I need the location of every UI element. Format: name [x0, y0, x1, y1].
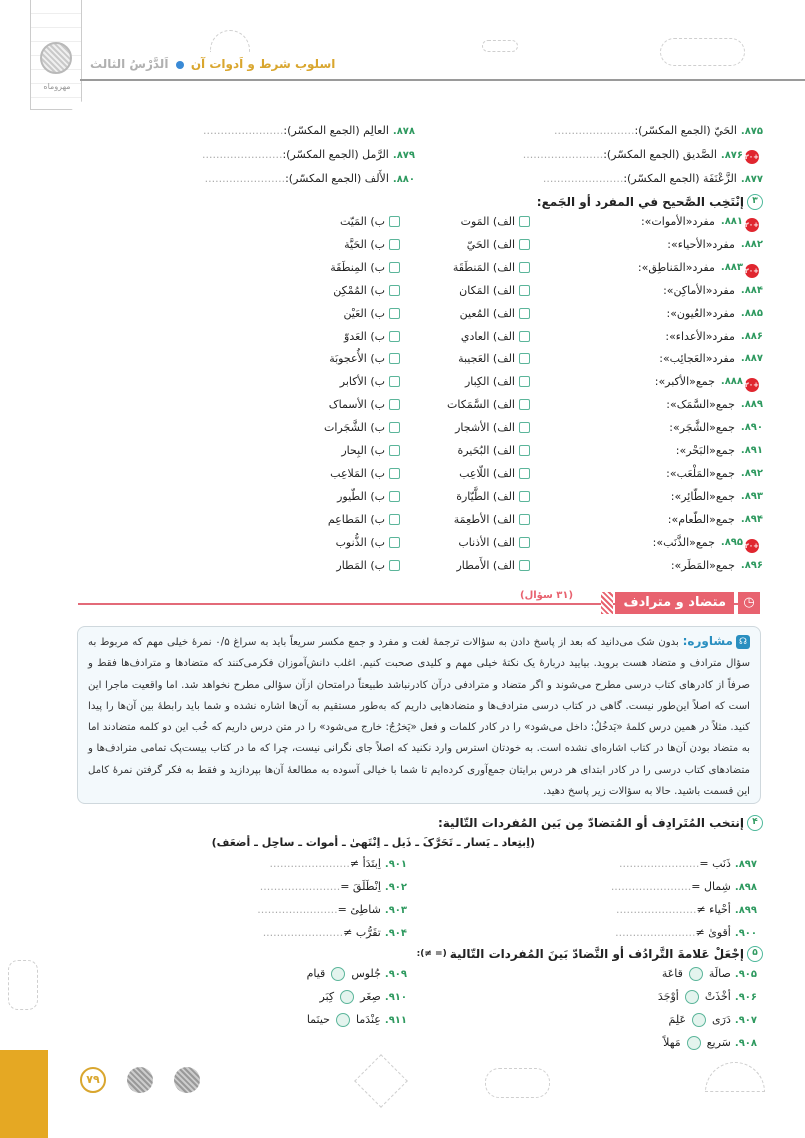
choice-question: ۸۸۷. مفرد«العَجائِب»:	[659, 352, 763, 366]
answer-blank[interactable]: .......................	[204, 172, 286, 185]
option-b[interactable]: ب) المَيّت	[340, 215, 400, 228]
question-900: ۹۰۰.أقویٰ ≠.......................	[615, 926, 757, 939]
checkbox[interactable]	[519, 468, 530, 479]
choice-row	[0, 307, 805, 329]
question-901: ۹۰۱.اِبتَدَأ ≠.......................	[269, 857, 407, 870]
option-a[interactable]: الف) الكِبار	[465, 375, 530, 388]
choice-row	[0, 398, 805, 420]
checkbox[interactable]	[389, 262, 400, 273]
question-905: ۹۰۵.صالَةقاعَة	[661, 967, 757, 980]
checkbox[interactable]	[519, 422, 530, 433]
option-a[interactable]: الف) العَجيبة	[458, 352, 530, 365]
choice-row	[0, 261, 805, 283]
question-897: ۸۹۷.ذَنَب =.......................	[618, 857, 757, 870]
answer-blank[interactable]: .......................	[610, 880, 692, 893]
score-badge: +۲۰	[745, 378, 759, 392]
option-b[interactable]: ب) الذُّنوب	[336, 536, 400, 549]
option-b[interactable]: ب) الحَيَّة	[344, 238, 400, 251]
option-a[interactable]: الف) اللّاعِب	[459, 467, 530, 480]
option-a[interactable]: الف) البُحَيرة	[457, 444, 530, 457]
option-b[interactable]: ب) الشَّجَرات	[324, 421, 400, 434]
checkbox[interactable]	[389, 399, 400, 410]
checkbox[interactable]	[519, 353, 530, 364]
question-907: ۹۰۷.دَرَیعَلِمَ	[668, 1013, 757, 1026]
checkbox[interactable]	[519, 331, 530, 342]
checkbox[interactable]	[389, 537, 400, 548]
checkbox[interactable]	[389, 422, 400, 433]
option-a[interactable]: الف) المَنطَقَة	[453, 261, 530, 274]
choice-question: ۸۹۳. جمع«الطّائِر»:	[670, 489, 763, 503]
section-5-heading: ۵ إجْعَلْ عَلامةَ التَّرادُف أو التَّضادّ بَینَ المُفردات التّالية (= ≠):	[417, 946, 763, 962]
checkbox[interactable]	[389, 560, 400, 571]
option-a[interactable]: الف) الأشجار	[455, 421, 530, 434]
calligraphy-doodle-icon	[485, 1068, 550, 1098]
question-899: ۸۹۹.أحْیاء ≠.......................	[616, 903, 757, 916]
glasses-doodle-icon	[660, 38, 745, 66]
choice-row	[0, 490, 805, 512]
answer-blank[interactable]: .......................	[554, 124, 635, 137]
checkbox[interactable]	[389, 239, 400, 250]
choice-row	[0, 375, 805, 397]
headset-icon: ☊	[736, 635, 750, 649]
section-number: ۴	[747, 815, 763, 831]
answer-blank[interactable]: .......................	[262, 926, 344, 939]
checkbox[interactable]	[519, 445, 530, 456]
choice-row	[0, 215, 805, 237]
sun-doodle-icon	[210, 30, 250, 52]
option-b[interactable]: ب) الأُعجوبَة	[329, 352, 400, 365]
option-b[interactable]: ب) العَيْن	[343, 307, 400, 320]
checkbox[interactable]	[519, 285, 530, 296]
checkbox[interactable]	[519, 560, 530, 571]
question-908: ۹۰۸.سَریعمَهلاً	[663, 1036, 757, 1049]
choice-question: ۸۹۴. جمع«الطّعام»:	[667, 512, 763, 526]
choice-question: ۸۸۲. مفرد«الأحياء»:	[667, 237, 763, 251]
choice-row	[0, 467, 805, 489]
choice-question: ۸۸۹. جمع«السَّمَک»:	[666, 398, 763, 412]
option-b[interactable]: ب) المَلاعِب	[330, 467, 400, 480]
topic-title-bar	[570, 592, 760, 614]
checkbox[interactable]	[389, 308, 400, 319]
choice-question: ۸۹۰. جمع«الشَّجَر»:	[669, 421, 763, 435]
answer-blank[interactable]: .......................	[615, 926, 696, 939]
checkbox[interactable]	[389, 514, 400, 525]
option-b[interactable]: ب) الأسماک	[329, 398, 400, 411]
option-a[interactable]: الف) الطَّيّارة	[456, 490, 530, 503]
section-3-heading: ۳ إنْتَخِب الصَّحيح في المفرد أو الجَمع:	[537, 194, 763, 210]
section-4-heading: ۴ إنتخب المُتَرادِف أو المُتضادّ مِن بَين المُفردات التّالية:	[438, 815, 763, 831]
page-number: ۷۹	[80, 1067, 106, 1093]
checkbox[interactable]	[519, 262, 530, 273]
relation-marker[interactable]	[692, 1013, 706, 1027]
beads-doodle-icon	[482, 40, 518, 52]
checkbox[interactable]	[519, 239, 530, 250]
option-a[interactable]: الف) الحَيّ	[467, 238, 530, 251]
decorative-dot-icon	[127, 1067, 153, 1093]
choice-row	[0, 238, 805, 260]
checkbox[interactable]	[389, 285, 400, 296]
option-b[interactable]: ب) المِنطَقَة	[330, 261, 400, 274]
checkbox[interactable]	[519, 491, 530, 502]
choice-question: ۸۸۴. مفرد«الأماكِن»:	[663, 283, 763, 297]
option-b[interactable]: ب) البِحار	[341, 444, 400, 457]
relation-marker[interactable]	[689, 967, 703, 981]
question-count: (۳۱ سؤال)	[520, 590, 574, 601]
umbrella-doodle-icon	[705, 1062, 765, 1092]
relation-marker[interactable]	[340, 990, 354, 1004]
checkbox[interactable]	[389, 216, 400, 227]
checkbox[interactable]	[389, 491, 400, 502]
relation-marker[interactable]	[336, 1013, 350, 1027]
relation-marker[interactable]	[331, 967, 345, 981]
hatch-decoration	[601, 592, 613, 614]
decorative-dot-icon	[174, 1067, 200, 1093]
checkbox[interactable]	[389, 445, 400, 456]
logo-text: مهروماه	[43, 82, 71, 91]
choice-row	[0, 536, 805, 558]
question-904: ۹۰۴.تقَرُّب ≠.......................	[262, 926, 407, 939]
checkbox[interactable]	[389, 331, 400, 342]
option-a[interactable]: الف) المُعين	[460, 307, 530, 320]
question-910: ۹۱۰.صِغَرکِبَر	[319, 990, 407, 1003]
advice-body: بدون شک می‌دانید که بعد از پاسخ دادن به سؤالات ترجمهٔ لغت و مفرد و جمع مکسر سریعاً باید به سراغ ۰/۵ نمرهٔ خیلی مهم که مربوط به سؤال مترادف و متضاد هست بروید. بیایید دربارهٔ یک نکتهٔ خیلی مهم و کلیدی صحبت کنیم. اغلب دانش‌آموزان فکرمی‌کنند که متضادها و مترادف‌ها فقط و صرفاً از کادرهای کتاب درسی مطرح می‌شوند و اگر متضاد و مترادفی درآن کادرنباشد طبیعتاً درامتحان ازآن سؤالی مطرح نخواهد شد. اما واقعیت ماجرا این است که اصلاً این‌طور نیست. گاهی در کتاب درسی مترادف‌ها و متضادهایی داریم که به‌طور مستقیم به آن‌ها اشاره نشده و شما باید رابطهٔ بین آن‌ها را پیدا کنید. مثلاً در همین درس کلمهٔ «یَدخُلُ: داخل می‌شود» را در کادر کلمات و فعل «یَخرُجُ: خارج می‌شود» را در متن درس داریم که خُب این دو کلمه متضادند اما به متضاد بودن آن‌ها در کتاب اشاره‌ای نشده است. به خودتان استرس وارد نکنید که اصلاً جای نگرانی نیست، چرا که ما در کتاب بیست‌پک تمامی مترادف‌ها و متضادهای کتاب درسی را در کادر ابتدای هر درس برایتان جمع‌آوری کرده‌ایم تا شما با خیالی آسوده به مطالعهٔ آن‌ها بپردازید و فقط به فکر گرفتن نمرهٔ کامل این قسمت باشید. حالا به سؤالات زیر پاسخ دهید.	[88, 637, 750, 798]
option-a[interactable]: الف) الأطعِمَة	[454, 513, 530, 526]
question-906: ۹۰۶.أخْذَتْأوْجَدَ	[657, 990, 757, 1003]
choice-row	[0, 352, 805, 374]
choice-question: ۸۹۲. جمع«المَلْعَب»:	[666, 466, 763, 480]
lesson-topic: اسلوب شرط و اَدوات آن	[190, 57, 336, 71]
question-876: ۸۷۶.الصَّديق (الجمع المكسّر):.......................	[522, 148, 743, 161]
score-badge: +۲۰	[745, 264, 759, 278]
answer-blank[interactable]: .......................	[616, 903, 697, 916]
relation-marker[interactable]	[685, 990, 699, 1004]
footer-color-bar	[0, 1050, 48, 1138]
star-doodle-icon	[354, 1054, 408, 1108]
choice-row	[0, 330, 805, 352]
lesson-title	[90, 57, 335, 71]
choice-question: ۸۸۶. مفرد«الأعداء»:	[665, 329, 763, 343]
choice-question: ۸۸۵. مفرد«العُيون»:	[666, 306, 763, 320]
option-b[interactable]: ب) العَدوّ	[344, 330, 400, 343]
option-b[interactable]: ب) المُمْكِن	[333, 284, 400, 297]
option-b[interactable]: ب) المَطاعِم	[328, 513, 400, 526]
answer-blank[interactable]: .......................	[542, 172, 624, 185]
option-b[interactable]: ب) المَطار	[336, 559, 400, 572]
bullet-dot-icon	[176, 61, 184, 69]
stopwatch-icon: ◷	[738, 592, 760, 614]
option-a[interactable]: الف) الأذناب	[458, 536, 530, 549]
checkbox[interactable]	[389, 376, 400, 387]
answer-blank[interactable]: .......................	[618, 857, 700, 870]
question-903: ۹۰۳.شاطِئ =.......................	[257, 903, 407, 916]
lesson-label: اَلدَّرْسُ الثالث	[90, 57, 169, 71]
answer-blank[interactable]: .......................	[202, 148, 283, 161]
checkbox[interactable]	[519, 537, 530, 548]
question-880: ۸۸۰.الأَلف (الجمع المكسّر):.......................	[204, 172, 415, 185]
checkbox[interactable]	[519, 399, 530, 410]
option-a[interactable]: الف) المَكان	[459, 284, 530, 297]
topic-label: متضاد و مترادف	[615, 592, 734, 614]
question-875: ۸۷۵.الحَيّ (الجمع المكسّر):.......................	[554, 124, 763, 137]
checkbox[interactable]	[389, 353, 400, 364]
checkbox[interactable]	[389, 468, 400, 479]
answer-blank[interactable]: .......................	[202, 124, 284, 137]
question-902: ۹۰۲.اِنْطَلَقَ =.......................	[259, 880, 407, 893]
answer-blank[interactable]: .......................	[257, 903, 338, 916]
score-badge: +۲۰	[745, 539, 759, 553]
question-898: ۸۹۸.شِمال =.......................	[610, 880, 757, 893]
checkbox[interactable]	[519, 514, 530, 525]
relation-marker[interactable]	[687, 1036, 701, 1050]
advice-title: مشاوره:	[682, 634, 733, 648]
checkbox[interactable]	[519, 308, 530, 319]
choice-row	[0, 284, 805, 306]
choice-question: ۸۸۳. مفرد«المَناطِق»:	[637, 260, 743, 274]
option-a[interactable]: الف) العادي	[461, 330, 530, 343]
choice-row	[0, 444, 805, 466]
score-badge: +۲۰	[745, 218, 759, 232]
logo-icon	[40, 42, 72, 74]
choice-question: ۸۸۸. جمع«الأكبر»:	[654, 375, 743, 389]
choice-question: ۸۹۵. جمع«الذَّنَب»:	[652, 535, 743, 549]
choice-question: ۸۹۶. جمع«المَطَر»:	[670, 558, 763, 572]
question-877: ۸۷۷.الزَّعْنَفَة (الجمع المكسّر):.......................	[542, 172, 763, 185]
choice-row	[0, 421, 805, 443]
question-909: ۹۰۹.جُلوسقیام	[306, 967, 407, 980]
checkbox[interactable]	[519, 216, 530, 227]
option-a[interactable]: الف) المَوت	[461, 215, 530, 228]
choice-question: ۸۸۱. مفرد«الأموات»:	[640, 215, 743, 228]
answer-blank[interactable]: .......................	[269, 857, 350, 870]
score-badge: +۲۰	[745, 150, 759, 164]
option-a[interactable]: الف) الأَمطار	[457, 559, 531, 572]
header-divider	[80, 79, 805, 81]
question-878: ۸۷۸.العالِم (الجمع المكسّر):.......................	[202, 124, 415, 137]
lantern-doodle-icon	[8, 960, 38, 1010]
option-b[interactable]: ب) الأكابر	[340, 375, 400, 388]
choice-question: ۸۹۱. جمع«البَحْر»:	[675, 444, 763, 457]
option-b[interactable]: ب) الطّيور	[337, 490, 400, 503]
question-879: ۸۷۹.الرَّمل (الجمع المكسّر):.......................	[202, 148, 415, 161]
checkbox[interactable]	[519, 376, 530, 387]
choice-row	[0, 559, 805, 581]
option-a[interactable]: الف) السَّمَكات	[447, 398, 530, 411]
advice-box	[77, 626, 761, 804]
section-number: ۳	[747, 194, 763, 210]
question-911: ۹۱۱.عِنْدَماحینَما	[306, 1013, 407, 1026]
answer-blank[interactable]: .......................	[522, 148, 604, 161]
section-number: ۵	[747, 946, 763, 962]
word-bank: (اِبتِعاد ـ یَسار ـ تَحَرَّکَ ـ ذَیل ـ اِنْتَهیٰ ـ أموات ـ ساحِل ـ أضعَف)	[211, 836, 535, 849]
page-header	[0, 0, 805, 120]
choice-row	[0, 513, 805, 535]
answer-blank[interactable]: .......................	[259, 880, 341, 893]
